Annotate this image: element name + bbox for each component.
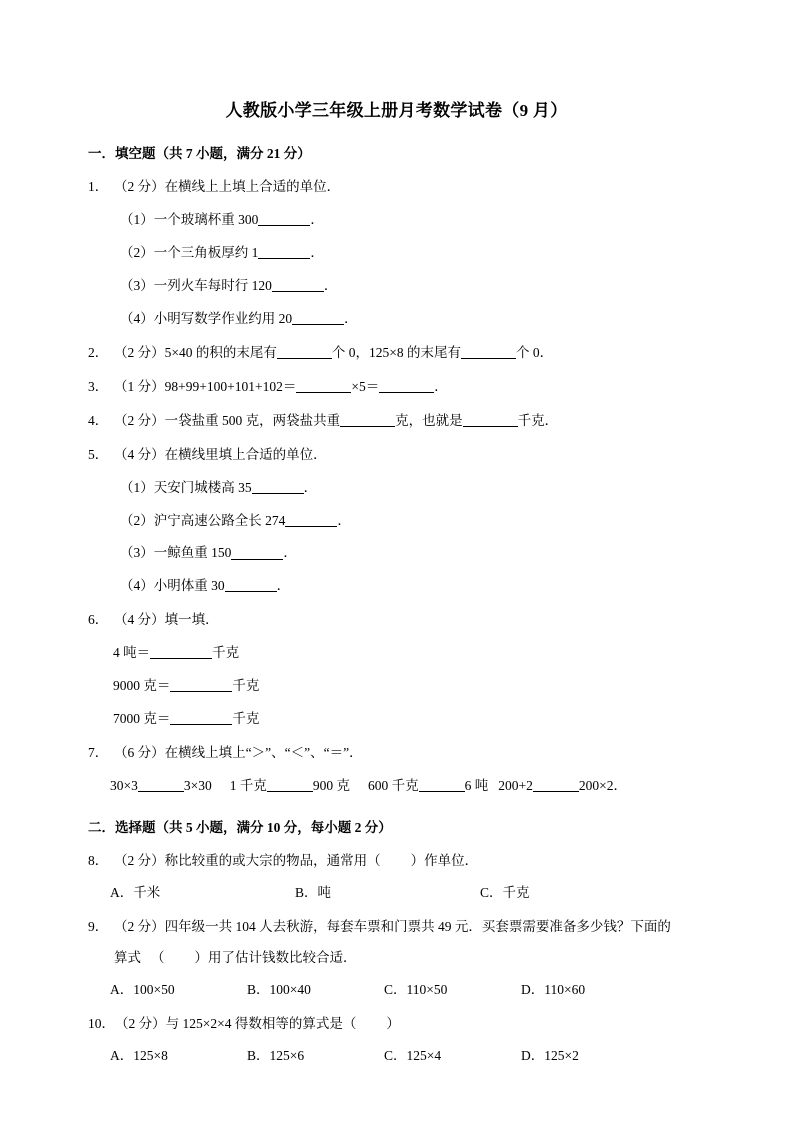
question-5-number: 5． <box>88 446 109 462</box>
sub-tail: ． <box>344 311 358 327</box>
answer-blank[interactable] <box>419 777 465 792</box>
comparison-2-left: 1 千克 <box>229 777 267 793</box>
question-6-conversion-2 <box>88 676 705 697</box>
sub-text: 一鲸鱼重 150 <box>153 545 232 561</box>
question-4 <box>88 411 705 432</box>
question-10-score: （2 分） <box>115 1015 166 1031</box>
sub-text: 一个三角板厚约 1 <box>153 245 259 261</box>
question-3-part-1: 98+99+100+101+102＝ <box>164 378 297 394</box>
question-3-part-2: ×5＝ <box>351 378 380 394</box>
sub-label: （2） <box>120 512 154 528</box>
answer-blank[interactable] <box>258 212 310 227</box>
question-7-number: 7． <box>88 745 109 761</box>
sub-label: （3） <box>120 278 154 294</box>
sub-text: 一列火车每时行 120 <box>153 278 272 294</box>
question-1-score: （2 分） <box>114 179 165 195</box>
question-1-sub-2 <box>88 243 705 264</box>
conversion-right: 千克 <box>212 645 240 661</box>
question-9-continuation <box>88 948 705 969</box>
answer-blank[interactable] <box>533 777 579 792</box>
question-3-text <box>114 377 705 398</box>
answer-blank[interactable] <box>170 678 232 693</box>
conversion-left: 4 吨＝ <box>113 645 151 661</box>
question-1-sub-3 <box>88 276 705 297</box>
conversion-right: 千克 <box>232 678 260 694</box>
question-5-sub-3 <box>88 543 705 564</box>
question-2-part-1: 5×40 的积的末尾有 <box>164 344 277 360</box>
question-9-text <box>114 917 705 938</box>
sub-label: （1） <box>120 212 154 228</box>
question-6-stem: 填一填． <box>164 612 219 628</box>
option-a[interactable]: A．100×50 <box>110 981 175 997</box>
question-1-stem: 在横线上上填上合适的单位． <box>164 179 341 195</box>
option-b[interactable]: B．100×40 <box>247 981 311 997</box>
question-9-part-3: （ <box>151 949 165 965</box>
question-4-part-3: 千克． <box>517 412 559 428</box>
option-c[interactable]: C．125×4 <box>384 1047 442 1063</box>
sub-label: （3） <box>120 545 154 561</box>
option-a[interactable]: A．125×8 <box>110 1047 168 1063</box>
question-6-conversion-3 <box>88 709 705 730</box>
question-7-comparisons <box>88 776 705 797</box>
question-2-score: （2 分） <box>114 344 165 360</box>
question-9-part-1: 四年级一共 104 人去秋游，每套车票和门票共 49 元．买套票需要准备多少钱？下面的 <box>164 918 671 934</box>
question-7-stem: 在横线上填上“＞”、“＜”、“＝”． <box>164 745 363 761</box>
option-b[interactable]: B．吨 <box>295 885 332 901</box>
question-2-part-2: 个 0，125×8 的末尾有 <box>331 344 461 360</box>
answer-blank[interactable] <box>277 344 332 359</box>
question-10-options <box>88 1046 705 1067</box>
comparison-4-left: 200+2 <box>498 777 533 793</box>
question-4-score: （2 分） <box>114 412 165 428</box>
answer-blank[interactable] <box>272 278 324 293</box>
conversion-left: 7000 克＝ <box>113 711 171 727</box>
question-5-sub-4 <box>88 576 705 597</box>
question-6-text <box>114 610 705 631</box>
sub-label: （4） <box>120 578 154 594</box>
sub-tail: ． <box>283 545 297 561</box>
question-9 <box>88 917 705 938</box>
sub-text: 小明写数学作业约用 20 <box>153 311 293 327</box>
question-1-text <box>114 177 705 198</box>
sub-tail: ． <box>337 512 351 528</box>
comparison-3-right: 6 吨 <box>464 777 489 793</box>
question-9-score: （2 分） <box>114 918 165 934</box>
question-8-number: 8． <box>88 853 109 869</box>
answer-blank[interactable] <box>138 777 184 792</box>
sub-text: 天安门城楼高 35 <box>153 479 252 495</box>
question-8-part-2: ）作单位． <box>410 853 479 869</box>
comparison-1-right: 3×30 <box>183 777 212 793</box>
question-9-part-4: ）用了估计钱数比较合适． <box>194 949 357 965</box>
comparison-4-right: 200×2． <box>578 777 627 793</box>
sub-tail: ． <box>276 578 291 594</box>
question-6-score: （4 分） <box>114 612 165 628</box>
question-10 <box>88 1014 705 1035</box>
answer-blank[interactable] <box>296 378 351 393</box>
question-7-text <box>114 743 705 764</box>
sub-tail: ． <box>310 245 324 261</box>
question-8-part-1: 称比较重的或大宗的物品，通常用（ <box>164 853 381 869</box>
question-5-score: （4 分） <box>114 446 165 462</box>
question-7-score: （6 分） <box>114 745 165 761</box>
question-2-part-3: 个 0． <box>516 344 554 360</box>
question-4-part-1: 一袋盐重 500 克，两袋盐共重 <box>164 412 341 428</box>
question-5-stem: 在横线里填上合适的单位． <box>164 446 327 462</box>
comparison-2-right: 900 克 <box>312 777 350 793</box>
sub-tail: ． <box>303 479 318 495</box>
question-10-number: 10． <box>88 1015 115 1031</box>
question-6-number: 6． <box>88 612 109 628</box>
sub-label: （1） <box>120 479 154 495</box>
question-2-text <box>114 343 705 364</box>
question-2-number: 2． <box>88 344 109 360</box>
answer-blank[interactable] <box>340 412 395 427</box>
sub-label: （4） <box>120 311 154 327</box>
sub-text: 小明体重 30 <box>153 578 225 594</box>
question-4-part-2: 克，也就是 <box>395 412 463 428</box>
question-9-number: 9． <box>88 918 109 934</box>
question-7 <box>88 743 705 764</box>
section-heading-fill-in: 一．填空题（共 7 小题，满分 21 分） <box>88 146 311 162</box>
question-10-part-1: 与 125×2×4 得数相等的算式是（ <box>165 1015 357 1031</box>
question-8-options <box>88 883 705 904</box>
sub-tail: ． <box>310 212 324 228</box>
answer-blank[interactable] <box>225 578 277 593</box>
option-c[interactable]: C．110×50 <box>384 981 448 997</box>
question-1-sub-1 <box>88 210 705 231</box>
question-4-text <box>114 411 705 432</box>
option-d[interactable]: D．125×2 <box>521 1047 579 1063</box>
answer-blank[interactable] <box>150 645 212 660</box>
conversion-right: 千克 <box>232 711 260 727</box>
question-8-score: （2 分） <box>114 853 165 869</box>
option-b[interactable]: B．125×6 <box>247 1047 305 1063</box>
page-title: 人教版小学三年级上册月考数学试卷（9 月） <box>225 101 568 120</box>
answer-blank[interactable] <box>258 245 310 260</box>
question-5-sub-1 <box>88 478 705 499</box>
answer-blank[interactable] <box>292 311 344 326</box>
question-10-part-2: ） <box>386 1015 400 1031</box>
section-heading-choice: 二．选择题（共 5 小题，满分 10 分，每小题 2 分） <box>88 819 392 835</box>
option-c[interactable]: C．千克 <box>480 885 530 901</box>
sub-tail: ． <box>323 278 338 294</box>
question-1 <box>88 177 705 198</box>
question-3-score: （1 分） <box>114 378 165 394</box>
answer-blank[interactable] <box>252 479 304 494</box>
answer-blank[interactable] <box>170 711 232 726</box>
question-9-part-2: 算式 <box>114 949 141 965</box>
sub-label: （2） <box>120 245 154 261</box>
question-5-sub-2 <box>88 511 705 532</box>
comparison-1-left: 30×3 <box>110 777 138 793</box>
comparison-3-left: 600 千克 <box>368 777 419 793</box>
sub-text: 沪宁高速公路全长 274 <box>153 512 286 528</box>
question-1-sub-4 <box>88 309 705 330</box>
question-6 <box>88 610 705 631</box>
question-5-text <box>114 445 705 466</box>
answer-blank[interactable] <box>285 512 337 527</box>
question-3-part-3: ． <box>434 378 448 394</box>
answer-blank[interactable] <box>461 344 516 359</box>
sub-text: 一个玻璃杯重 300 <box>153 212 259 228</box>
option-d[interactable]: D．110×60 <box>521 981 586 997</box>
answer-blank[interactable] <box>267 777 313 792</box>
answer-blank[interactable] <box>379 378 434 393</box>
question-6-conversion-1 <box>88 643 705 664</box>
question-2 <box>88 343 705 364</box>
answer-blank[interactable] <box>463 412 518 427</box>
question-1-number: 1． <box>88 179 109 195</box>
answer-blank[interactable] <box>231 545 283 560</box>
question-5 <box>88 445 705 466</box>
question-8-text <box>114 851 705 872</box>
question-8 <box>88 851 705 872</box>
question-3-number: 3． <box>88 378 109 394</box>
question-9-options <box>88 980 705 1001</box>
question-10-text <box>115 1014 705 1035</box>
question-4-number: 4． <box>88 412 109 428</box>
conversion-left: 9000 克＝ <box>113 678 171 694</box>
question-3 <box>88 377 705 398</box>
option-a[interactable]: A．千米 <box>110 885 161 901</box>
